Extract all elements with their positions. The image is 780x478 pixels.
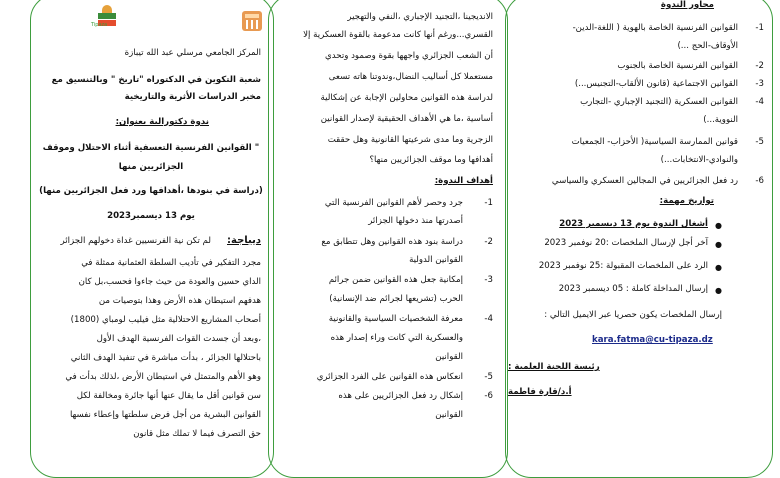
axis-item: القوانين العسكرية (التجنيد الإجباري -التجارب [580,97,738,107]
preamble-line: هدفهم استيطان هذه الأرض وهذا بتوصيات من [98,296,261,306]
intro-line: أساسیة ،ما هي الأهداف الحقیقیة لإصدار القوانین [320,114,493,124]
goal-item-cont: الحرب (تشريعها لجرائم ضد الإنسانية) [329,294,463,304]
axis-item: قوانين الممارسة السياسية( الأحزاب- الجمعيات [571,137,738,147]
goal-number: -3 [484,275,493,285]
goal-item: جرد وحصر لأهم القوانين الفرنسية التي [324,198,463,208]
intro-line: الزجرية وما مدى شرعیتها القانونیة وهل حققت [327,135,493,145]
goal-number: -6 [484,391,493,401]
axis-item-cont: الأوقاف-الحج ...) [677,41,738,51]
intro-line: مستعملا كل أسالیب النضال،وندوتنا هاته تسعى [328,72,493,82]
preamble-line: القوانين البشرية من أجل فرض سلطتها وإعطاء نفسها [69,410,261,420]
goal-number: -5 [484,372,493,382]
goal-item: انعكاس هذه القوانين على الفرد الجزائري [316,372,463,382]
preamble-line: الداي حسين والعودة من حيث جاءوا فحسب،بل كان [78,277,261,287]
intro-line: الاندیجینا ،التجنید الإجباري ،النفي والتهجیر [347,12,493,22]
preamble-line: حق التصرف فيما لا تملك مثل قانون [133,429,261,439]
bullet-icon: ● [715,221,722,230]
preamble-first-line: لم تكن نية الفرنسيين غداة دخولهم الجزائر [60,236,211,246]
bullet-icon: ● [715,240,722,249]
axis-number: -6 [755,176,764,186]
bullet-icon: ● [715,263,722,272]
goal-item: إشكال رد فعل الجزائريين على هذه [338,391,463,401]
axis-item: رد فعل الجزائريين في المجالين العسكري والسياسي [551,176,738,186]
seminar-title-cont: الجزائريين منها [118,162,184,172]
date-item: أشغال الندوة يوم 13 ديسمبر 2023 [559,219,708,229]
preamble-line: ،وبعد أن جسدت القوات الفرنسية الهدف الأول [96,334,261,344]
intro-line: أن الشعب الجزائري واجهها بقوة وصمود وتحدي [325,51,493,61]
axis-item-cont: والنوادي-الانتخابات...) [660,155,738,165]
email-link[interactable]: kara.fatma@cu-tipaza.dz [592,335,713,345]
dates-title: تواريخ مهمة: [659,196,714,206]
preamble-line: أصحاب المشاريع الاحتلالية مثل فيليب لومباي (1800) [70,315,261,325]
axes-title: محاور الندوة [660,0,714,10]
university-logo [242,11,262,31]
axis-number: -3 [755,79,764,89]
goal-item: معرفة الشخصيات السياسية والقانونية [328,314,463,324]
axis-item: القوانين الفرنسية الخاصة بالجنوب [617,61,738,71]
axis-number: -1 [755,23,764,33]
goal-item: إمكانية جعل هذه القوانين ضمن جرائم [328,275,463,285]
committee-name: أ.د/قارة فاطمة [508,387,572,397]
seminar-title: " القوانين الفرنسية التعسفية أثناء الاحتلال وموقف [42,143,260,153]
preamble-line: سن قوانين أقل ما يقال عنها أنها جائرة ومخالفة لكل [76,391,261,401]
right-panel [505,0,773,478]
host-line: شعبة التكوين في الدكتوراه "تاريخ " وبالتنسيق مع [51,75,261,85]
date-item: الرد على الملخصات المقبولة :25 نوفمبر 2023 [538,261,708,271]
date-item: إرسال المداخلة كاملة : 05 ديسمبر 2023 [558,284,708,294]
axis-number: -2 [755,61,764,71]
email-note: إرسال الملخصات يكون حصريا عبر الايميل التالي : [544,310,722,320]
goal-item-cont: القوانين [435,410,463,420]
committee-title: رئيسة اللجنة العلمية : [508,362,600,372]
axis-item-cont: النووية...) [703,115,738,125]
seminar-subtitle: (دراسة في بنودها ،أهدافها ورد فعل الجزائريين منها) [39,186,263,196]
axis-number: -5 [755,137,764,147]
seminar-label: ندوة دكتورالية بعنوان: [115,117,209,127]
goal-number: -1 [484,198,493,208]
axis-item: القوانين الفرنسية الخاصة بالهوية ( اللغة-الدين- [572,23,738,33]
preamble-label: ديباجة: [227,235,261,246]
goals-title: أهداف الندوة: [434,176,493,186]
bullet-icon: ● [715,286,722,295]
preamble-line: مجرد التفكير في تأديب السلطة العثمانية ممثلة في [81,258,261,268]
middle-panel [268,0,508,478]
axis-item: القوانين الاجتماعية (قانون الألقاب-التجنيس...) [574,79,738,89]
center-name: المركز الجامعي مرسلي عبد الله تيبازة [124,48,261,58]
preamble-line: باحتلالها الجزائر ، بدأت مباشرة في تنفيذ الهدف الثاني [70,353,261,363]
goal-number: -4 [484,314,493,324]
axis-number: -4 [755,97,764,107]
intro-line: القسري...ورغم أنها كانت مدعومة بالقوة العسكریة إلا [303,30,493,40]
goal-item: دراسة بنود هذه القوانين وهل تتطابق مع [321,237,463,247]
intro-line: أهدافها وما موقف الجزائريين منها؟ [369,155,493,165]
goal-item-cont: والعسكرية التي كانت وراء إصدار هذه [330,333,463,343]
seminar-date: يوم 13 ديسمبر2023 [107,211,195,221]
preamble-line: وهو الأهم والمتمثل في استيطان الأرض ،لذلك بدأت في [65,372,261,382]
goal-item-cont: أصدرتها منذ دخولها الجزائر [368,216,463,226]
goal-item-cont: القوانين [435,352,463,362]
date-item: آخر أجل لإرسال الملخصات :20 نوفمبر 2023 [544,238,708,248]
lab-logo-caption: Tipaza [91,22,108,28]
left-panel [30,0,274,478]
intro-line: لدراسة هذه القوانین محاولین الإجابة عن إشكالیة [320,93,493,103]
host-line: مخبر الدراسات الأثرية والتاريخية [124,92,261,102]
goal-number: -2 [484,237,493,247]
goal-item-cont: القوانين الدولية [409,255,463,265]
